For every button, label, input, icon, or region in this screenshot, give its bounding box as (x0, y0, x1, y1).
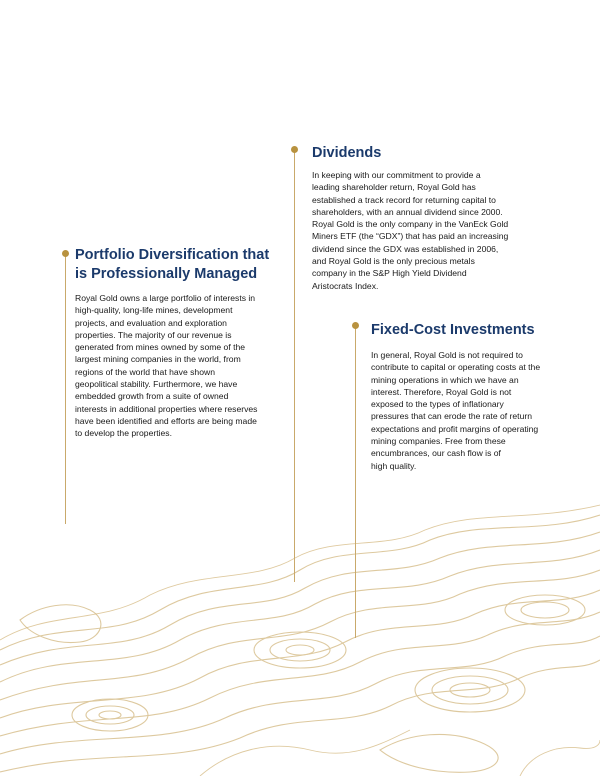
portfolio-timeline-line (65, 256, 66, 524)
portfolio-marker-icon (62, 250, 69, 257)
portfolio-body: Royal Gold owns a large portfolio of interests in high-quality, long-life mines, development projects, and evaluation and exploration properties. The majority of our revenue is generated from mines owned by some of the largest mining companies in the world, from regions of the world that have shown geopolitical stability. Furthermore, we have embedded growth from a suite of owned interests in additional properties where reserves have been identified and efforts are being made to develop the properties. (75, 293, 258, 439)
dividends-body: In keeping with our commitment to provide a leading shareholder return, Royal Gold has established a track record for returning capital to shareholders, with an annual dividend since 2000. Royal Gold is the only company in the VanEck Gold Miners ETF (the “GDX”) that has paid an increasing dividend since the GDX was established in 2006, and Royal Gold is the only precious metals company in the S&P High Yield Dividend Aristocrats Index. (312, 170, 509, 291)
fixed-cost-timeline-line (355, 328, 356, 638)
fixed-cost-body: In general, Royal Gold is not required to contribute to capital or operating costs at the mining operations in which we have an interest. Therefore, Royal Gold is not exposed to the types of inflationary pressures that can erode the rate of return expectations and profit margins of operating mining companies. Free from these encumbrances, our cash flow is of high quality. (371, 350, 541, 471)
topographic-contour-background (0, 500, 600, 776)
portfolio-heading (75, 246, 290, 284)
portfolio-heading-line2: is Professionally Managed (75, 266, 258, 282)
portfolio-heading-line1: Portfolio Diversification that (75, 247, 270, 263)
dividends-marker-icon (291, 146, 298, 153)
fixed-cost-marker-icon (352, 322, 359, 329)
dividends-heading: Dividends (312, 145, 382, 161)
dividends-section (312, 144, 552, 292)
portfolio-section (75, 246, 290, 440)
fixed-cost-heading: Fixed-Cost Investments (371, 322, 535, 338)
dividends-timeline-line (294, 152, 295, 582)
fixed-cost-section (371, 321, 581, 472)
